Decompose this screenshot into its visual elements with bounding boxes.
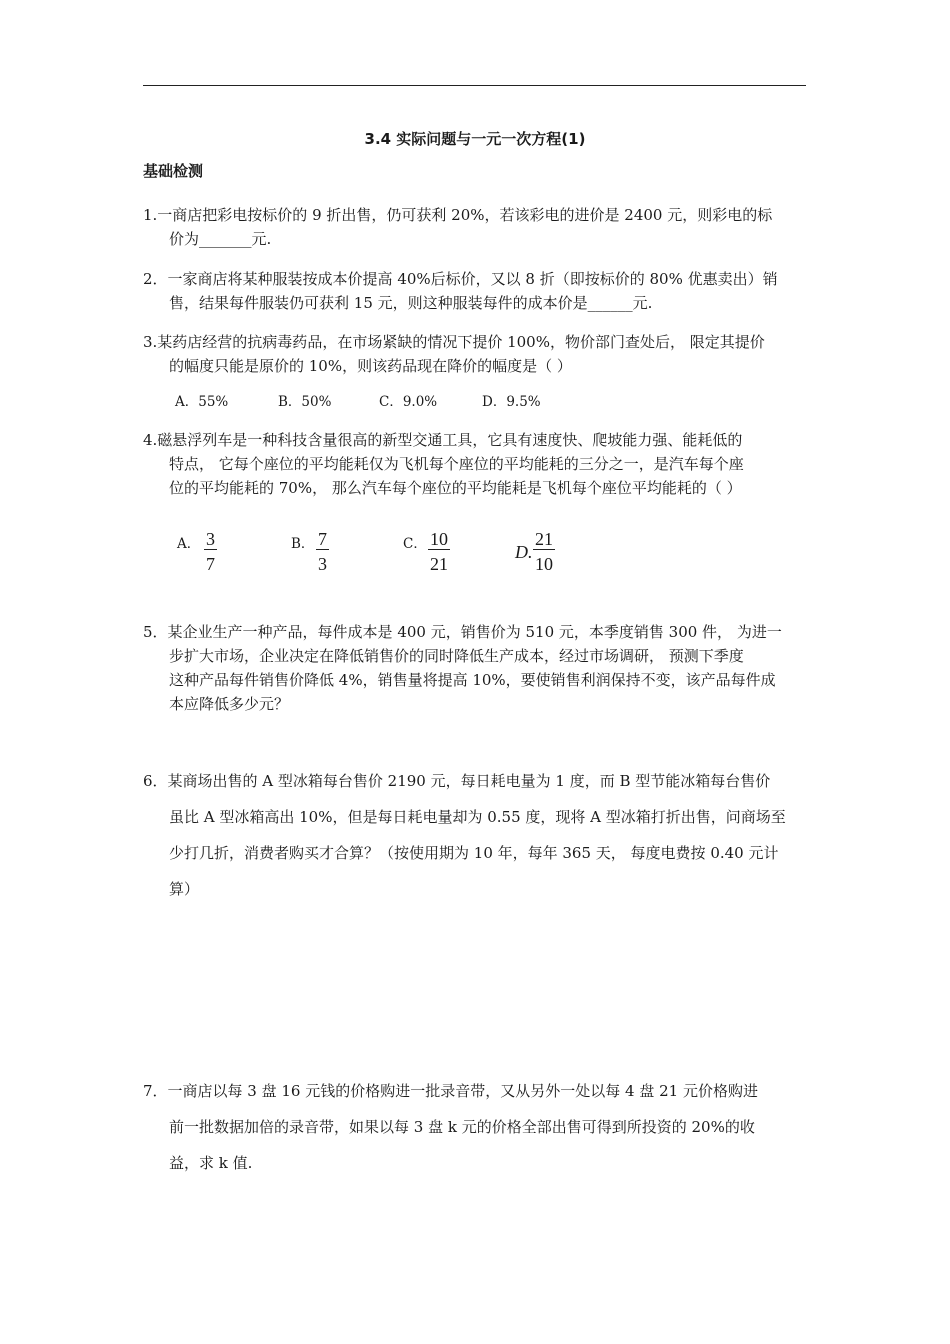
option-a-denominator: 7	[206, 554, 215, 574]
question-5-line-4: 本应降低多少元？	[169, 695, 290, 713]
question-4	[143, 428, 811, 500]
option-a-numerator: 3	[206, 529, 215, 549]
option-c-label: C．	[403, 536, 427, 552]
option-c-fraction	[428, 529, 450, 576]
question-2	[143, 267, 811, 315]
question-4-options	[0, 529, 950, 579]
question-6-line-2: 虽比 A 型冰箱高出 10%，但是每日耗电量却为 0.55 度，现将 A 型冰箱打折出售，问商场至	[169, 808, 786, 826]
question-1-line-1: 1.一商店把彩电按标价的 9 折出售，仍可获利 20%，若该彩电的进价是 2400 元，则彩电的标	[143, 206, 773, 224]
question-5-line-3: 这种产品每件销售价降低 4%，销售量将提高 10%，要使销售利润保持不变，该产品每件成	[169, 671, 776, 689]
option-b-numerator: 7	[318, 529, 327, 549]
section-heading: 基础检测	[143, 162, 204, 180]
option-b-denominator: 3	[318, 554, 327, 574]
option-a-fraction	[204, 529, 217, 576]
question-2-line-1: 2．一家商店将某种服装按成本价提高 40%后标价，又以 8 折（即按标价的 80% 优惠卖出）销	[143, 270, 778, 288]
question-3-options	[175, 390, 541, 410]
question-1	[143, 203, 811, 251]
option-b-fraction	[316, 529, 329, 576]
question-4-line-3: 位的平均能耗的 70%， 那么汽车每个座位的平均能耗是飞机每个座位平均能耗的（ ）	[169, 479, 742, 497]
question-7-line-3: 益，求 k 值.	[169, 1154, 253, 1172]
question-3-line-1: 3.某药店经营的抗病毒药品，在市场紧缺的情况下提价 100%，物价部门查处后， 限定其提价	[143, 333, 765, 351]
option-b-label: B．	[291, 536, 315, 552]
question-1-line-2: 价为_______元.	[169, 230, 272, 248]
question-2-line-2: 售，结果每件服装仍可获利 15 元，则这种服装每件的成本价是______元.	[169, 294, 653, 312]
option-c: C．9.0%	[379, 394, 438, 410]
question-4-line-2: 特点， 它每个座位的平均能耗仅为飞机每个座位的平均能耗的三分之一，是汽车每个座	[169, 455, 744, 473]
question-6-line-1: 6．某商场出售的 A 型冰箱每台售价 2190 元，每日耗电量为 1 度，而 B 型节能冰箱每台售价	[143, 772, 771, 790]
question-6	[143, 763, 811, 907]
page-title: 3.4 实际问题与一元一次方程(1)	[364, 130, 586, 148]
option-b: B．50%	[278, 394, 332, 410]
option-d-fraction	[533, 529, 555, 576]
option-d-label: D.	[515, 542, 533, 562]
question-7-line-2: 前一批数据加倍的录音带，如果以每 3 盘 k 元的价格全部出售可得到所投资的 20%的收	[169, 1118, 755, 1136]
question-5	[143, 620, 811, 716]
option-d-numerator: 21	[535, 529, 553, 549]
option-d-denominator: 10	[535, 554, 553, 574]
question-7	[143, 1073, 811, 1181]
option-d: D．9.5%	[482, 394, 541, 410]
option-a-label: A．	[177, 536, 201, 552]
question-3	[143, 330, 811, 378]
question-6-line-4: 算）	[169, 880, 200, 898]
option-a: A．55%	[175, 394, 229, 410]
question-4-line-1: 4.磁悬浮列车是一种科技含量很高的新型交通工具，它具有速度快、爬坡能力强、能耗低的	[143, 431, 743, 449]
question-5-line-1: 5．某企业生产一种产品，每件成本是 400 元，销售价为 510 元，本季度销售 300 件， 为进一	[143, 623, 782, 641]
option-c-numerator: 10	[430, 529, 448, 549]
question-6-line-3: 少打几折，消费者购买才合算？（按使用期为 10 年，每年 365 天， 每度电费按 0.40 元计	[169, 844, 779, 862]
question-3-line-2: 的幅度只能是原价的 10%，则该药品现在降价的幅度是（ ）	[169, 357, 572, 375]
option-c-denominator: 21	[430, 554, 448, 574]
header-rule	[143, 85, 806, 86]
question-5-line-2: 步扩大市场，企业决定在降低销售价的同时降低生产成本，经过市场调研， 预测下季度	[169, 647, 744, 665]
question-7-line-1: 7．一商店以每 3 盘 16 元钱的价格购进一批录音带，又从另外一处以每 4 盘 21 元价格购进	[143, 1082, 758, 1100]
